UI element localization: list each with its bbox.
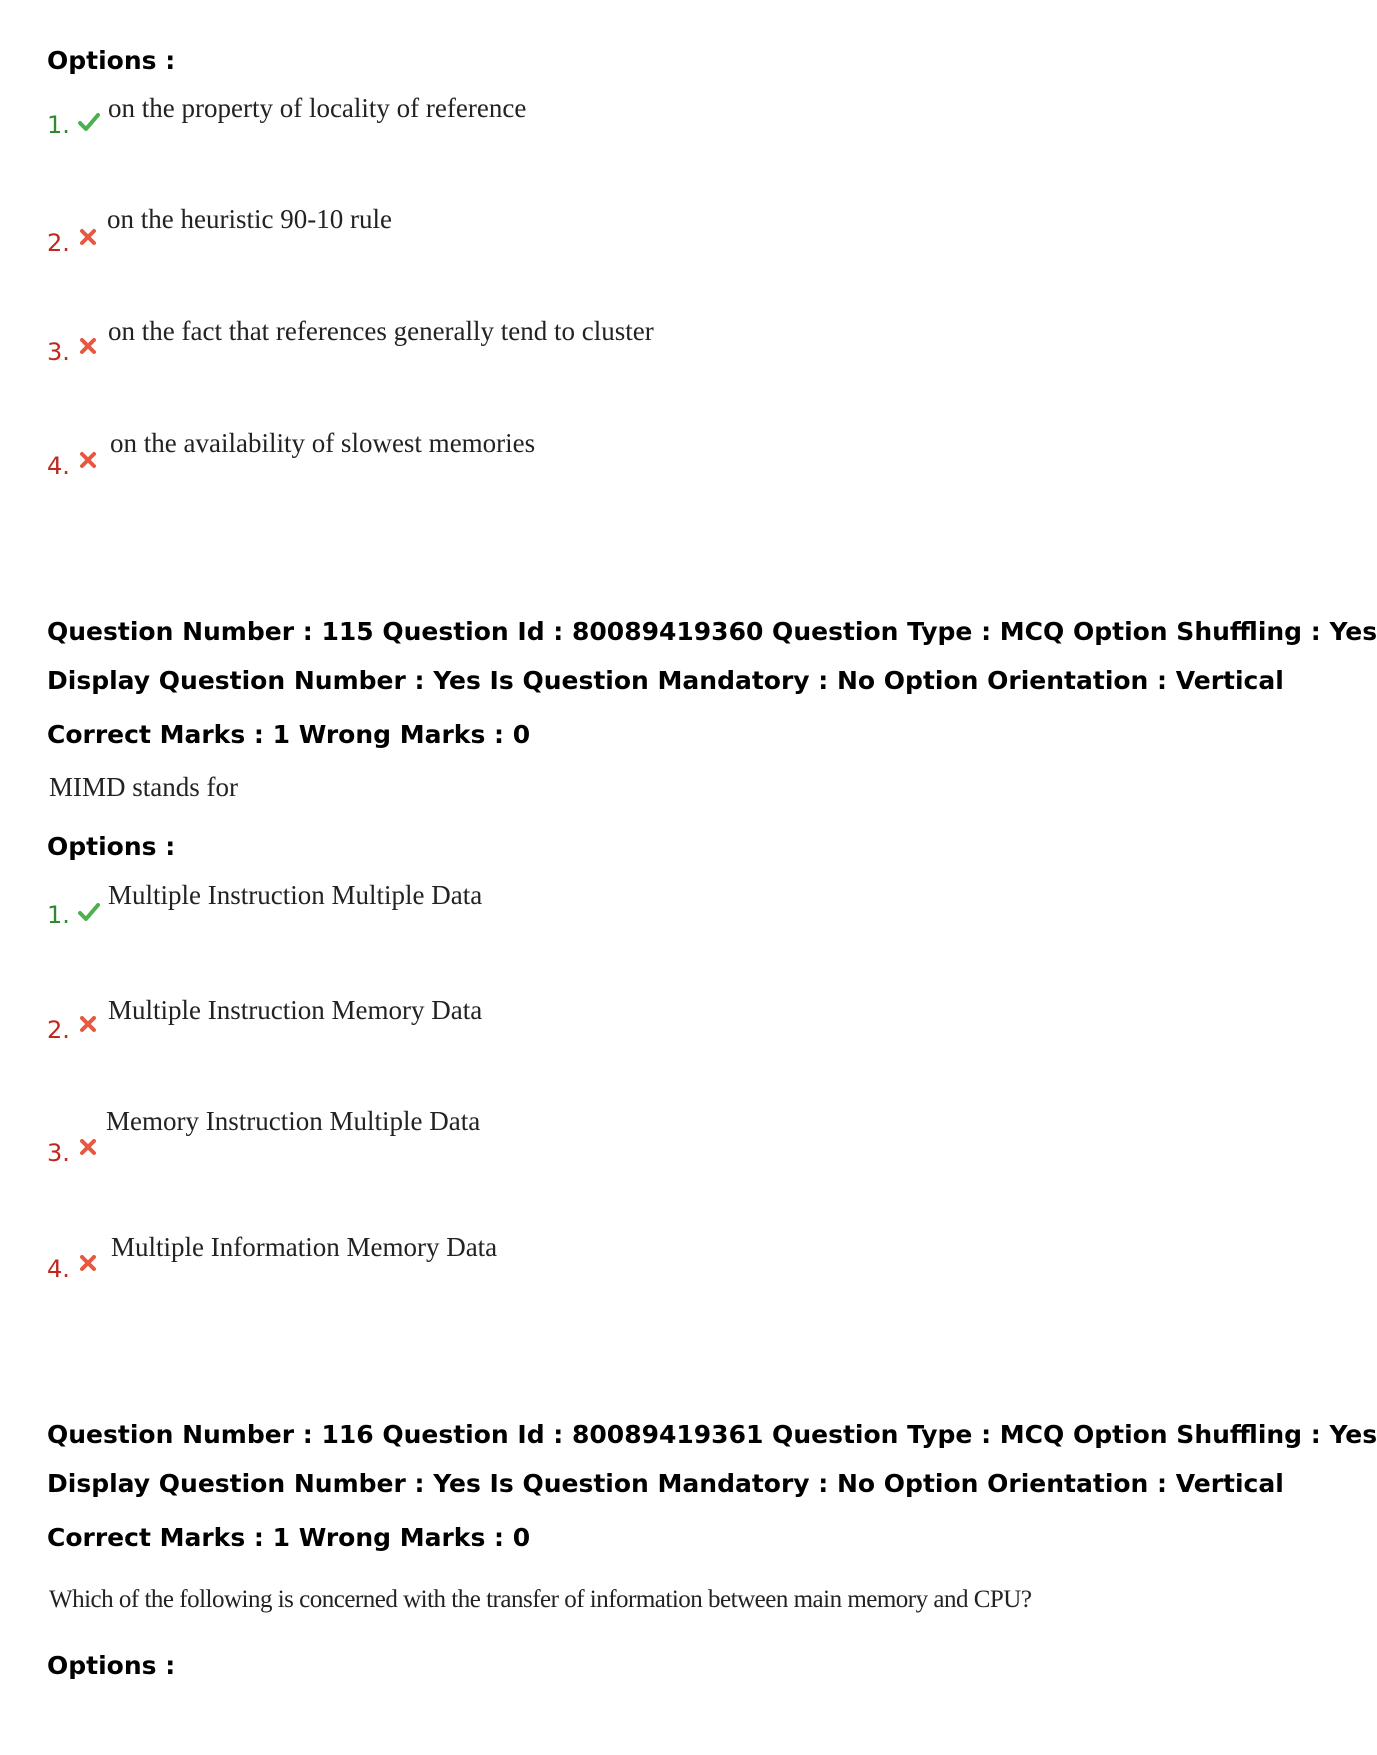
options-heading: Options : bbox=[47, 46, 176, 75]
option-number: 2. bbox=[47, 1016, 70, 1044]
options-heading: Options : bbox=[47, 1651, 176, 1680]
cross-icon bbox=[76, 334, 100, 358]
option-text: Multiple Instruction Memory Data bbox=[108, 995, 483, 1025]
marks-line: Correct Marks : 1 Wrong Marks : 0 bbox=[47, 1523, 531, 1552]
check-icon bbox=[77, 110, 101, 134]
check-icon bbox=[77, 900, 101, 924]
option-text: on the availability of slowest memories bbox=[110, 428, 536, 458]
question-meta-line: Question Number : 115 Question Id : 80089419360 Question Type : MCQ Option Shuffling : Yes bbox=[47, 617, 1377, 646]
option-number: 4. bbox=[47, 452, 70, 480]
option-number: 3. bbox=[47, 1139, 70, 1167]
option-text: Multiple Instruction Multiple Data bbox=[108, 880, 483, 910]
option-text: Memory Instruction Multiple Data bbox=[106, 1106, 481, 1136]
marks-line: Correct Marks : 1 Wrong Marks : 0 bbox=[47, 720, 531, 749]
cross-icon bbox=[76, 448, 100, 472]
options-heading: Options : bbox=[47, 832, 176, 861]
option-text: on the property of locality of reference bbox=[108, 93, 527, 123]
question-meta-line: Question Number : 116 Question Id : 80089419361 Question Type : MCQ Option Shuffling : Yes bbox=[47, 1420, 1377, 1449]
option-number: 1. bbox=[47, 901, 70, 929]
option-number: 1. bbox=[47, 111, 70, 139]
option-text: on the heuristic 90-10 rule bbox=[107, 204, 392, 234]
cross-icon bbox=[76, 225, 100, 249]
question-text: MIMD stands for bbox=[49, 772, 238, 802]
option-number: 3. bbox=[47, 338, 70, 366]
option-number: 4. bbox=[47, 1255, 70, 1283]
cross-icon bbox=[76, 1012, 100, 1036]
option-number: 2. bbox=[47, 229, 70, 257]
cross-icon bbox=[76, 1135, 100, 1159]
cross-icon bbox=[76, 1251, 100, 1275]
option-text: Multiple Information Memory Data bbox=[111, 1232, 498, 1262]
question-meta-line: Display Question Number : Yes Is Question Mandatory : No Option Orientation : Vertical bbox=[47, 666, 1284, 695]
question-meta-line: Display Question Number : Yes Is Question Mandatory : No Option Orientation : Vertical bbox=[47, 1469, 1284, 1498]
question-text: Which of the following is concerned with the transfer of information between main memory and CPU? bbox=[49, 1586, 1032, 1613]
option-text: on the fact that references generally tend to cluster bbox=[108, 316, 654, 346]
